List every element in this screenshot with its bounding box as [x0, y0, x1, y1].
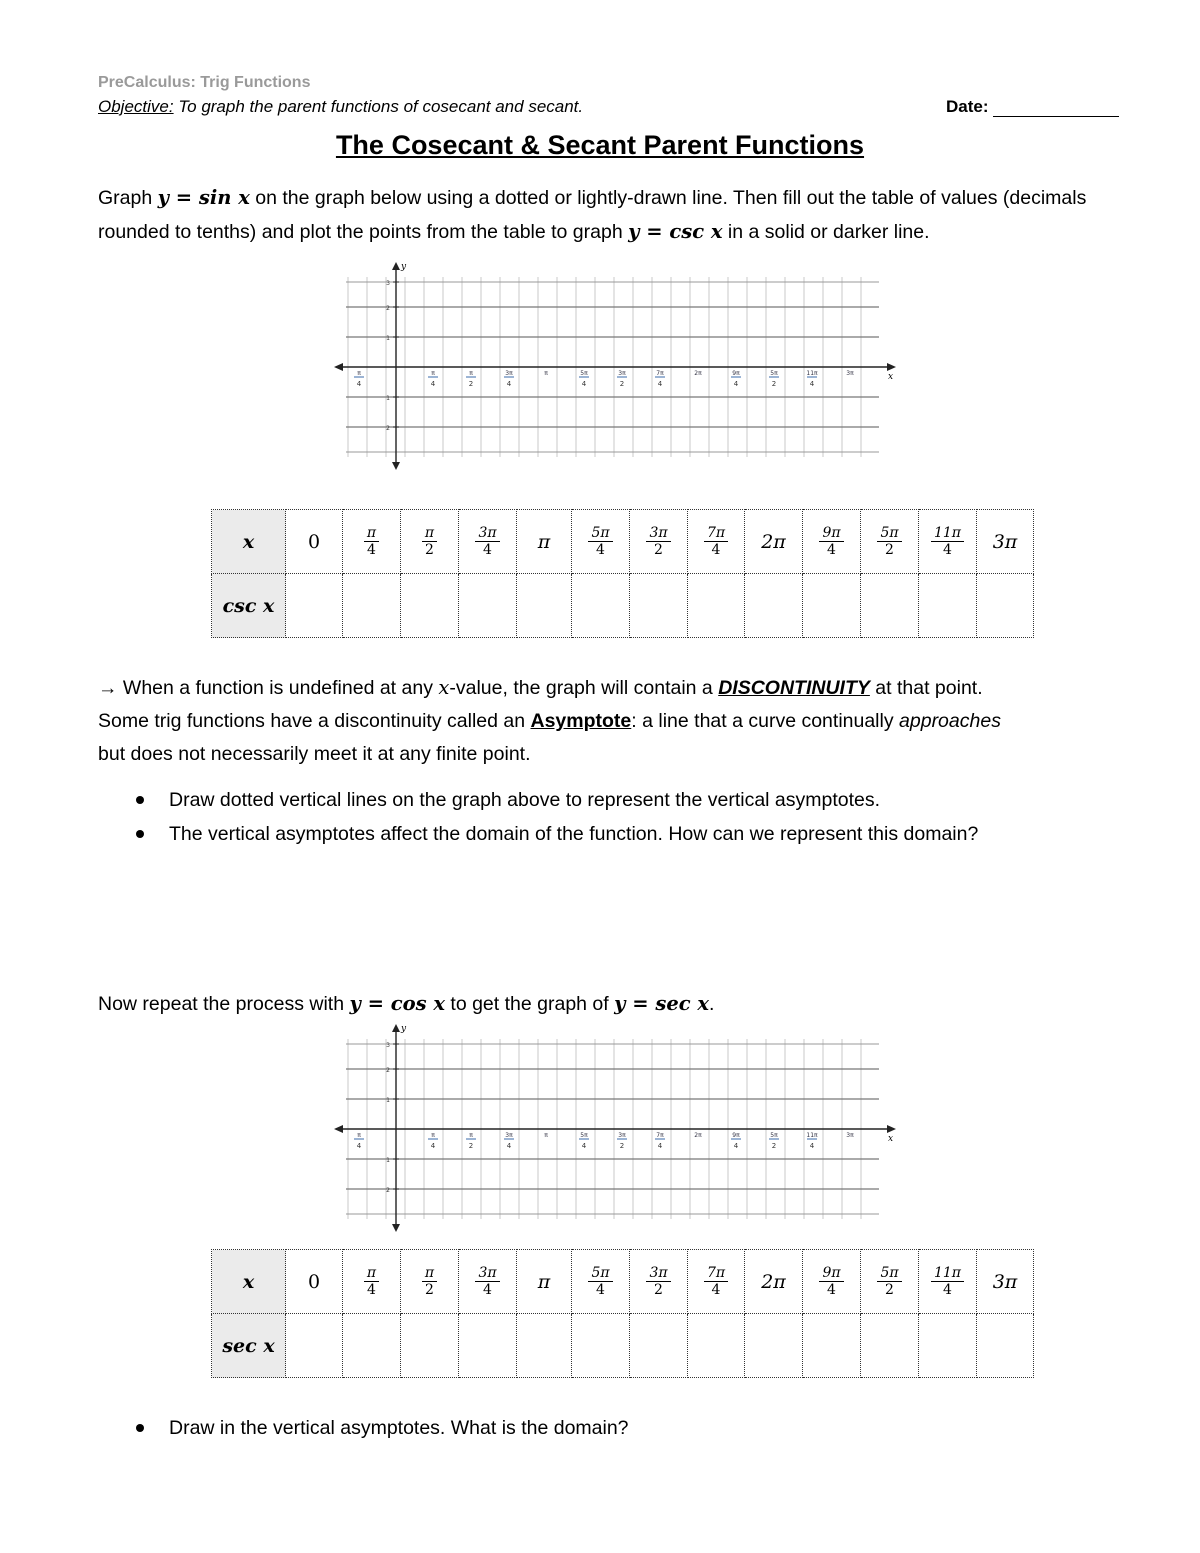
x-value-cell — [745, 510, 803, 574]
y-tick-label: 1 — [386, 395, 390, 402]
x-value-cell — [459, 1250, 517, 1314]
sec-text-1: Now repeat the process with — [98, 993, 350, 1015]
x-value-cell — [919, 510, 977, 574]
fraction-denominator: 4 — [483, 542, 492, 558]
fraction — [819, 525, 843, 558]
function-header-cell: sec x — [212, 1314, 286, 1378]
x-value-cell — [343, 510, 401, 574]
x-tick-denominator: 4 — [657, 1142, 663, 1150]
answer-cell[interactable] — [401, 1314, 459, 1378]
whole-value: 3π — [992, 1270, 1018, 1293]
x-axis-arrow-right — [887, 1125, 896, 1133]
x-tick-numerator: π — [357, 370, 361, 377]
x-tick-numerator: 3π — [505, 1132, 513, 1139]
list-item — [98, 1411, 1138, 1445]
answer-cell[interactable] — [286, 1314, 343, 1378]
x-value-cell — [803, 1250, 861, 1314]
fraction-denominator: 4 — [943, 1282, 952, 1298]
x-tick-denominator: 4 — [809, 1142, 815, 1150]
x-tick-numerator: 5π — [580, 1132, 588, 1139]
csc-value-table — [211, 509, 1034, 638]
fraction — [819, 1265, 843, 1298]
x-tick-numerator: π — [544, 1132, 548, 1139]
answer-cell[interactable] — [977, 574, 1034, 638]
x-tick-denominator: 4 — [430, 380, 436, 388]
fraction-numerator: 11π — [931, 525, 964, 542]
x-tick-denominator: 2 — [468, 380, 474, 388]
x-tick-numerator: 3π — [505, 370, 513, 377]
fraction-denominator: 4 — [483, 1282, 492, 1298]
answer-cell[interactable] — [803, 574, 861, 638]
fraction — [646, 525, 670, 558]
x-tick-numerator: 5π — [770, 370, 778, 377]
x-tick-denominator: 2 — [468, 1142, 474, 1150]
fraction — [704, 525, 728, 558]
x-tick-numerator: 11π — [806, 1132, 818, 1139]
fraction-numerator: 3π — [475, 1265, 499, 1282]
fraction-denominator: 2 — [885, 542, 894, 558]
objective-label: Objective: — [98, 97, 174, 116]
bullet-icon — [136, 796, 144, 804]
x-tick-denominator: 4 — [657, 380, 663, 388]
y-tick-label: 1 — [386, 1097, 390, 1104]
answer-cell[interactable] — [343, 1314, 401, 1378]
fraction — [364, 525, 379, 558]
whole-value: 3π — [992, 530, 1018, 553]
x-tick-numerator: π — [469, 1132, 473, 1139]
x-value-cell — [630, 510, 688, 574]
y-tick-label: 1 — [386, 335, 390, 342]
fraction-numerator: 7π — [704, 525, 728, 542]
note-x-var: x — [438, 676, 450, 699]
x-tick-numerator: 7π — [656, 1132, 664, 1139]
x-tick-numerator: π — [544, 370, 548, 377]
x-value-cell — [977, 1250, 1034, 1314]
instr-text-2: on the graph below using a dotted or lightly-drawn line. Then fill out the table of values (decimals rounded to tenths) and plot the points from the table to graph — [98, 187, 1087, 243]
fraction-numerator: 5π — [588, 525, 612, 542]
fraction — [422, 525, 437, 558]
y-axis-arrow-bottom — [392, 462, 400, 470]
x-axis-label: x — [888, 1134, 894, 1144]
whole-value: 0 — [307, 530, 321, 553]
x-tick-numerator: 5π — [580, 370, 588, 377]
x-value-cell — [517, 510, 572, 574]
note-text-6: but does not necessarily meet it at any finite point. — [98, 743, 531, 765]
x-tick-numerator: π — [431, 1132, 435, 1139]
table-row — [212, 510, 1034, 574]
x-value-cell — [688, 510, 745, 574]
answer-cell[interactable] — [745, 1314, 803, 1378]
answer-cell[interactable] — [688, 1314, 745, 1378]
x-value-cell — [919, 1250, 977, 1314]
y-tick-label: 2 — [386, 1187, 390, 1194]
fraction-numerator: 3π — [646, 525, 670, 542]
answer-cell[interactable] — [343, 574, 401, 638]
x-tick-denominator: 2 — [771, 1142, 777, 1150]
note-text-5: : a line that a curve continually — [631, 710, 900, 732]
date-blank[interactable] — [993, 102, 1119, 117]
answer-cell[interactable] — [803, 1314, 861, 1378]
bullet-list-2 — [98, 1411, 1138, 1445]
fraction — [931, 1265, 964, 1298]
answer-cell[interactable] — [630, 1314, 688, 1378]
answer-cell[interactable] — [459, 574, 517, 638]
fraction-numerator: 3π — [646, 1265, 670, 1282]
fraction — [588, 1265, 612, 1298]
sec-value-table — [211, 1249, 1034, 1378]
x-tick-denominator: 4 — [506, 380, 512, 388]
y-axis-label: y — [401, 1024, 407, 1034]
fraction — [931, 525, 964, 558]
instructions-paragraph — [98, 181, 1138, 249]
y-axis-label: y — [401, 262, 407, 272]
fraction-denominator: 4 — [827, 542, 836, 558]
y-tick-label: 2 — [386, 1067, 390, 1074]
y-tick-label: 3 — [386, 1042, 390, 1049]
fraction-denominator: 4 — [596, 1282, 605, 1298]
x-tick-denominator: 4 — [581, 1142, 587, 1150]
x-tick-numerator: π — [357, 1132, 361, 1139]
x-tick-denominator: 4 — [356, 380, 362, 388]
x-tick-denominator: 4 — [356, 1142, 362, 1150]
x-tick-numerator: 5π — [770, 1132, 778, 1139]
function-header-cell: csc x — [212, 574, 286, 638]
sec-graph[interactable] — [330, 1017, 910, 1237]
x-tick-numerator: π — [469, 370, 473, 377]
x-tick-denominator: 4 — [809, 380, 815, 388]
x-tick-numerator: π — [431, 370, 435, 377]
date-field — [946, 97, 1119, 117]
instr-math-csc: y = csc x — [628, 220, 723, 243]
answer-cell[interactable] — [572, 574, 630, 638]
y-axis-arrow-top — [392, 262, 400, 270]
x-tick-numerator: 3π — [846, 370, 854, 377]
x-axis-arrow-right — [887, 363, 896, 371]
date-label: Date: — [946, 97, 989, 116]
instr-math-sin: y = sin x — [157, 186, 250, 209]
y-axis-arrow-bottom — [392, 1224, 400, 1232]
x-header-cell: x — [212, 1250, 286, 1314]
fraction — [877, 525, 901, 558]
answer-cell[interactable] — [517, 574, 572, 638]
x-tick-numerator: 2π — [694, 1132, 702, 1139]
fraction-denominator: 4 — [711, 542, 721, 558]
x-value-cell — [459, 510, 517, 574]
note-text-2: -value, the graph will contain a — [449, 677, 719, 699]
secant-instructions — [98, 987, 1138, 1021]
fraction-numerator: 9π — [819, 1265, 843, 1282]
sec-math-sec: y = sec x — [614, 992, 710, 1015]
x-value-cell — [286, 1250, 343, 1314]
x-tick-denominator: 4 — [581, 380, 587, 388]
fraction-denominator: 4 — [367, 1282, 376, 1298]
x-tick-numerator: 3π — [846, 1132, 854, 1139]
x-value-cell — [630, 1250, 688, 1314]
fraction-denominator: 4 — [711, 1282, 721, 1298]
sec-text-3: . — [709, 993, 715, 1015]
answer-cell[interactable] — [459, 1314, 517, 1378]
fraction — [877, 1265, 901, 1298]
x-tick-numerator: 9π — [732, 370, 740, 377]
table-row — [212, 1250, 1034, 1314]
fraction-numerator: 5π — [588, 1265, 612, 1282]
bullet-text: The vertical asymptotes affect the domain of the function. How can we represent this domain? — [169, 823, 979, 845]
fraction — [422, 1265, 437, 1298]
fraction — [646, 1265, 670, 1298]
x-tick-denominator: 4 — [733, 1142, 739, 1150]
answer-cell[interactable] — [517, 1314, 572, 1378]
fraction-denominator: 4 — [943, 542, 952, 558]
csc-graph[interactable] — [330, 255, 910, 475]
bullet-icon — [136, 1424, 144, 1432]
x-axis-arrow-left — [334, 1125, 343, 1133]
fraction — [475, 1265, 499, 1298]
fraction-numerator: π — [364, 525, 379, 542]
instr-text-3: in a solid or darker line. — [722, 221, 930, 243]
x-axis-arrow-left — [334, 363, 343, 371]
note-text-1: → When a function is undefined at any — [98, 677, 439, 699]
bullet-text: Draw dotted vertical lines on the graph above to represent the vertical asymptotes. — [169, 789, 881, 811]
fraction-denominator: 4 — [367, 542, 376, 558]
answer-cell[interactable] — [977, 1314, 1034, 1378]
list-item — [98, 817, 1138, 851]
table-row — [212, 574, 1034, 638]
course-label: PreCalculus: Trig Functions — [98, 74, 311, 91]
fraction-numerator: 7π — [704, 1265, 728, 1282]
asymptote-term: Asymptote — [530, 710, 632, 732]
x-tick-denominator: 4 — [733, 380, 739, 388]
y-axis-arrow-top — [392, 1024, 400, 1032]
fraction-denominator: 4 — [596, 542, 605, 558]
fraction-numerator: π — [422, 525, 437, 542]
answer-cell[interactable] — [630, 574, 688, 638]
fraction-denominator: 2 — [654, 1282, 663, 1298]
x-value-cell — [861, 1250, 919, 1314]
note-text-4: Some trig functions have a discontinuity called an — [98, 710, 531, 732]
y-tick-label: 2 — [386, 425, 390, 432]
x-value-cell — [745, 1250, 803, 1314]
y-tick-label: 2 — [386, 305, 390, 312]
answer-cell[interactable] — [572, 1314, 630, 1378]
fraction-numerator: 3π — [475, 525, 499, 542]
whole-value: π — [537, 1270, 551, 1293]
x-value-cell — [977, 510, 1034, 574]
answer-cell[interactable] — [286, 574, 343, 638]
x-tick-denominator: 4 — [430, 1142, 436, 1150]
x-tick-denominator: 2 — [619, 380, 625, 388]
answer-cell[interactable] — [861, 574, 919, 638]
objective — [98, 97, 583, 117]
x-value-cell — [343, 1250, 401, 1314]
x-tick-numerator: 9π — [732, 1132, 740, 1139]
answer-cell[interactable] — [688, 574, 745, 638]
note-text-3: at that point. — [869, 677, 983, 699]
x-tick-numerator: 3π — [618, 1132, 626, 1139]
fraction-numerator: 5π — [877, 1265, 901, 1282]
x-tick-numerator: 11π — [806, 370, 818, 377]
y-tick-label: 1 — [386, 1157, 390, 1164]
x-value-cell — [286, 510, 343, 574]
x-tick-denominator: 4 — [506, 1142, 512, 1150]
x-tick-numerator: 2π — [694, 370, 702, 377]
y-tick-label: 3 — [386, 280, 390, 287]
fraction-denominator: 2 — [885, 1282, 894, 1298]
discontinuity-term: DISCONTINUITY — [718, 677, 870, 699]
table-row — [212, 1314, 1034, 1378]
fraction — [588, 525, 612, 558]
answer-cell[interactable] — [401, 574, 459, 638]
answer-cell[interactable] — [919, 574, 977, 638]
x-value-cell — [572, 1250, 630, 1314]
bullet-icon — [136, 830, 144, 838]
whole-value: 2π — [761, 1270, 786, 1293]
objective-text: To graph the parent functions of cosecant and secant. — [173, 97, 584, 116]
sec-text-2: to get the graph of — [444, 993, 615, 1015]
fraction-numerator: 9π — [819, 525, 843, 542]
fraction-numerator: 5π — [877, 525, 901, 542]
x-value-cell — [688, 1250, 745, 1314]
sec-math-cos: y = cos x — [349, 992, 445, 1015]
discontinuity-note — [98, 671, 1138, 771]
bullet-text: Draw in the vertical asymptotes. What is the domain? — [169, 1417, 629, 1439]
bullet-list-1 — [98, 783, 1138, 851]
x-value-cell — [517, 1250, 572, 1314]
fraction-numerator: 11π — [931, 1265, 964, 1282]
fraction-denominator: 2 — [425, 1282, 434, 1298]
fraction-numerator: π — [364, 1265, 379, 1282]
x-value-cell — [803, 510, 861, 574]
fraction — [475, 525, 499, 558]
approaches-term: approaches — [899, 710, 1001, 732]
x-axis-label: x — [888, 372, 894, 382]
x-value-cell — [401, 1250, 459, 1314]
whole-value: π — [537, 530, 551, 553]
page-title: The Cosecant & Secant Parent Functions — [335, 130, 865, 160]
answer-cell[interactable] — [745, 574, 803, 638]
x-tick-denominator: 2 — [619, 1142, 625, 1150]
whole-value: 2π — [761, 530, 786, 553]
x-value-cell — [401, 510, 459, 574]
x-value-cell — [861, 510, 919, 574]
fraction-denominator: 2 — [425, 542, 434, 558]
answer-cell[interactable] — [919, 1314, 977, 1378]
answer-cell[interactable] — [861, 1314, 919, 1378]
x-tick-denominator: 2 — [771, 380, 777, 388]
fraction-numerator: π — [422, 1265, 437, 1282]
whole-value: 0 — [307, 1270, 321, 1293]
fraction-denominator: 2 — [654, 542, 663, 558]
list-item — [98, 783, 1138, 817]
x-value-cell — [572, 510, 630, 574]
x-header-cell: x — [212, 510, 286, 574]
fraction-denominator: 4 — [827, 1282, 836, 1298]
fraction — [364, 1265, 379, 1298]
instr-text-1: Graph — [98, 187, 158, 209]
x-tick-numerator: 7π — [656, 370, 664, 377]
x-tick-numerator: 3π — [618, 370, 626, 377]
fraction — [704, 1265, 728, 1298]
